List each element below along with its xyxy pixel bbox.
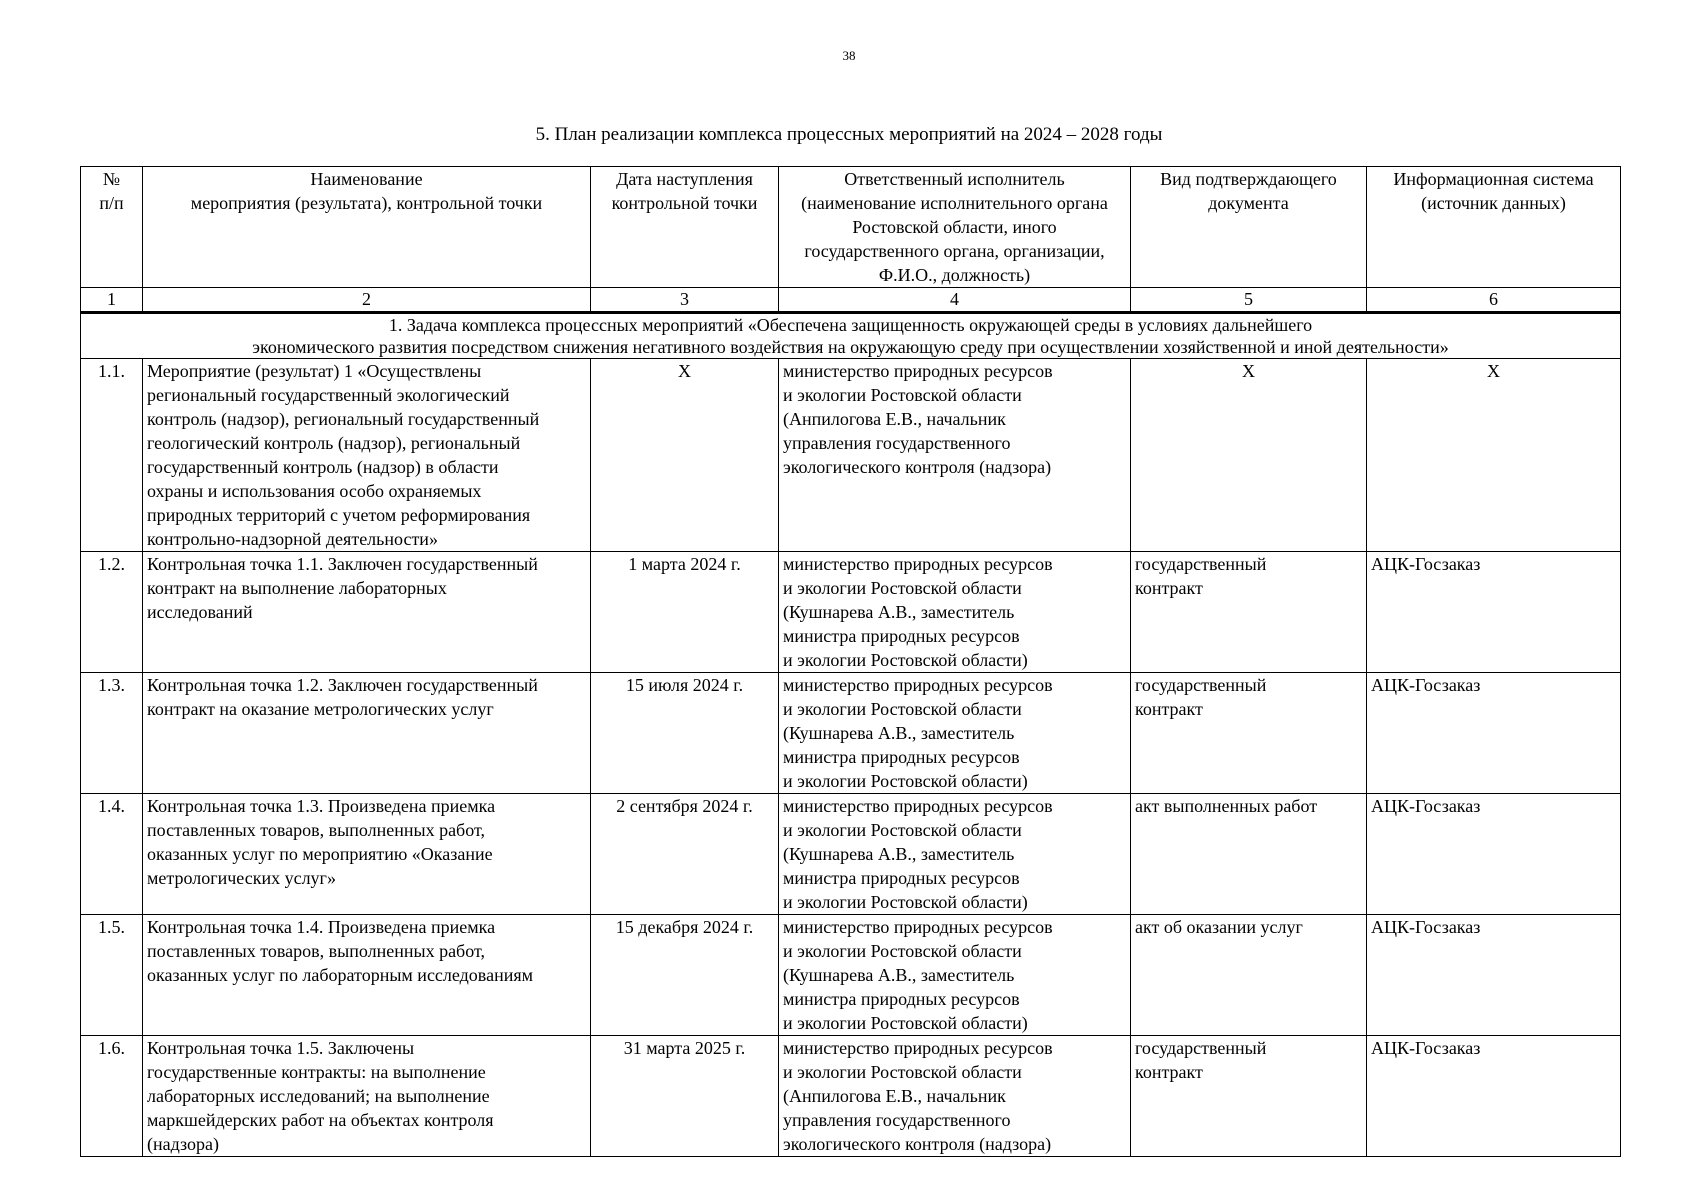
task-line: 1. Задача комплекса процессных мероприятий «Обеспечена защищенность окружающей среды в условиях дальнейшего [388,315,1313,335]
activity-name-line: Контрольная точка 1.4. Произведена приемка [147,917,496,937]
table-row [81,794,1621,915]
header-document [1131,167,1367,288]
executor-line: (Кушнарева А.В., заместитель [783,844,1015,864]
header-date-line: контрольной точки [611,193,758,213]
column-number: 2 [143,288,591,313]
table-row [81,1036,1621,1157]
header-executor-line: государственного органа, организации, [804,241,1105,261]
page-number: 38 [842,48,856,63]
activity-name-line: метрологических услуг» [147,868,336,888]
activity-name-line: государственный контроль (надзор) в области [147,457,499,477]
activity-name [143,915,591,1036]
plan-table [80,166,1621,1157]
control-date: 15 декабря 2024 г. [591,915,779,1036]
confirming-document [1131,673,1367,794]
confirming-document [1131,915,1367,1036]
row-number: 1.2. [81,552,143,673]
header-system-line: Информационная система [1393,169,1594,189]
activity-name-line: Контрольная точка 1.3. Произведена приемка [147,796,496,816]
activity-name-line: контракт на выполнение лабораторных [147,578,447,598]
header-document-line: Вид подтверждающего [1160,169,1337,189]
executor-line: (Анпилогова Е.В., начальник [783,1086,1006,1106]
header-num [81,167,143,288]
document-title: 5. План реализации комплекса процессных мероприятий на 2024 – 2028 годы [535,124,1163,145]
executor-line: министерство природных ресурсов [783,1038,1053,1058]
document-line: акт об оказании услуг [1135,917,1303,937]
column-number: 5 [1131,288,1367,313]
document-line: государственный [1135,675,1267,695]
table-row [81,673,1621,794]
activity-name-line: охраны и использования особо охраняемых [147,481,482,501]
responsible-executor [779,673,1131,794]
executor-line: экологического контроля (надзора) [783,1134,1052,1154]
activity-name-line: контроль (надзор), региональный государственный [147,409,540,429]
document-line: государственный [1135,554,1267,574]
header-executor-line: Ответственный исполнитель [844,169,1065,189]
control-date: 2 сентября 2024 г. [591,794,779,915]
row-number: 1.1. [81,359,143,552]
activity-name-line: исследований [147,602,253,622]
document-line: государственный [1135,1038,1267,1058]
executor-line: министерство природных ресурсов [783,675,1053,695]
executor-line: министерство природных ресурсов [783,554,1053,574]
activity-name-line: маркшейдерских работ на объектах контроля [147,1110,494,1130]
activity-name-line: природных территорий с учетом реформирования [147,505,531,525]
responsible-executor [779,359,1131,552]
responsible-executor [779,794,1131,915]
executor-line: министра природных ресурсов [783,868,1020,888]
executor-line: (Кушнарева А.В., заместитель [783,723,1015,743]
activity-name-line: контрольно-надзорной деятельности» [147,529,438,549]
executor-line: и экологии Ростовской области [783,699,1022,719]
activity-name-line: Контрольная точка 1.5. Заключены [147,1038,415,1058]
information-system: Х [1367,359,1621,552]
activity-name-line: лабораторных исследований; на выполнение [147,1086,490,1106]
executor-line: и экологии Ростовской области [783,385,1022,405]
activity-name-line: геологический контроль (надзор), региональный [147,433,521,453]
executor-line: и экологии Ростовской области) [783,1013,1028,1033]
activity-name-line: поставленных товаров, выполненных работ, [147,820,485,840]
header-name [143,167,591,288]
activity-name [143,552,591,673]
control-date: 1 марта 2024 г. [591,552,779,673]
activity-name-line: Контрольная точка 1.1. Заключен государственный [147,554,538,574]
column-number-row [81,288,1621,313]
activity-name-line: Мероприятие (результат) 1 «Осуществлены [147,361,482,381]
executor-line: и экологии Ростовской области) [783,892,1028,912]
header-document-line: документа [1208,193,1289,213]
confirming-document [1131,1036,1367,1157]
table-row [81,915,1621,1036]
table-row [81,552,1621,673]
activity-name-line: государственные контракты: на выполнение [147,1062,486,1082]
header-executor-line: (наименование исполнительного органа [801,193,1108,213]
executor-line: и экологии Ростовской области) [783,650,1028,670]
activity-name-line: региональный государственный экологический [147,385,510,405]
confirming-document [1131,359,1367,552]
header-system-line: (источник данных) [1421,193,1566,213]
control-date: 31 марта 2025 г. [591,1036,779,1157]
confirming-document [1131,794,1367,915]
executor-line: министерство природных ресурсов [783,361,1053,381]
executor-line: и экологии Ростовской области [783,941,1022,961]
activity-name [143,1036,591,1157]
executor-line: министра природных ресурсов [783,747,1020,767]
information-system: АЦК-Госзаказ [1367,915,1621,1036]
column-number: 1 [81,288,143,313]
activity-name [143,359,591,552]
document-line: контракт [1135,699,1203,719]
table-row [81,359,1621,552]
confirming-document [1131,552,1367,673]
executor-line: министерство природных ресурсов [783,796,1053,816]
executor-line: экологического контроля (надзора) [783,457,1052,477]
information-system: АЦК-Госзаказ [1367,794,1621,915]
header-num-line: п/п [99,193,124,213]
executor-line: министерство природных ресурсов [783,917,1053,937]
task-row [81,313,1621,359]
row-number: 1.3. [81,673,143,794]
header-system [1367,167,1621,288]
document-line: акт выполненных работ [1135,796,1318,816]
responsible-executor [779,552,1131,673]
document-line: контракт [1135,578,1203,598]
executor-line: и экологии Ростовской области [783,578,1022,598]
header-date-line: Дата наступления [616,169,753,189]
executor-line: и экологии Ростовской области [783,1062,1022,1082]
row-number: 1.4. [81,794,143,915]
activity-name-line: оказанных услуг по лабораторным исследованиям [147,965,533,985]
executor-line: (Кушнарева А.В., заместитель [783,965,1015,985]
header-num-line: № [102,169,121,189]
executor-line: министра природных ресурсов [783,989,1020,1009]
information-system: АЦК-Госзаказ [1367,1036,1621,1157]
activity-name-line: контракт на оказание метрологических услуг [147,699,494,719]
table-header-row [81,167,1621,288]
information-system: АЦК-Госзаказ [1367,552,1621,673]
activity-name [143,673,591,794]
document-line: контракт [1135,1062,1203,1082]
executor-line: и экологии Ростовской области [783,820,1022,840]
activity-name-line: оказанных услуг по мероприятию «Оказание [147,844,493,864]
executor-line: (Анпилогова Е.В., начальник [783,409,1006,429]
activity-name [143,794,591,915]
column-number: 4 [779,288,1131,313]
header-executor-line: Ростовской области, иного [852,217,1057,237]
row-number: 1.6. [81,1036,143,1157]
header-executor [779,167,1131,288]
header-date [591,167,779,288]
responsible-executor [779,1036,1131,1157]
responsible-executor [779,915,1131,1036]
header-name-line: мероприятия (результата), контрольной точки [190,193,543,213]
executor-line: (Кушнарева А.В., заместитель [783,602,1015,622]
activity-name-line: Контрольная точка 1.2. Заключен государственный [147,675,538,695]
column-number: 6 [1367,288,1621,313]
document-line: Х [1242,361,1255,381]
control-date: 15 июля 2024 г. [591,673,779,794]
task-cell [81,313,1621,359]
activity-name-line: поставленных товаров, выполненных работ, [147,941,485,961]
activity-name-line: (надзора) [147,1134,219,1154]
task-line: экономического развития посредством снижения негативного воздействия на окружающую среду при осуществлении хозяйственной и иной деятельности» [252,337,1449,357]
executor-line: управления государственного [783,1110,1011,1130]
header-executor-line: Ф.И.О., должность) [878,265,1031,285]
control-date: Х [591,359,779,552]
header-name-line: Наименование [310,169,423,189]
column-number: 3 [591,288,779,313]
executor-line: министра природных ресурсов [783,626,1020,646]
information-system: АЦК-Госзаказ [1367,673,1621,794]
executor-line: и экологии Ростовской области) [783,771,1028,791]
row-number: 1.5. [81,915,143,1036]
executor-line: управления государственного [783,433,1011,453]
